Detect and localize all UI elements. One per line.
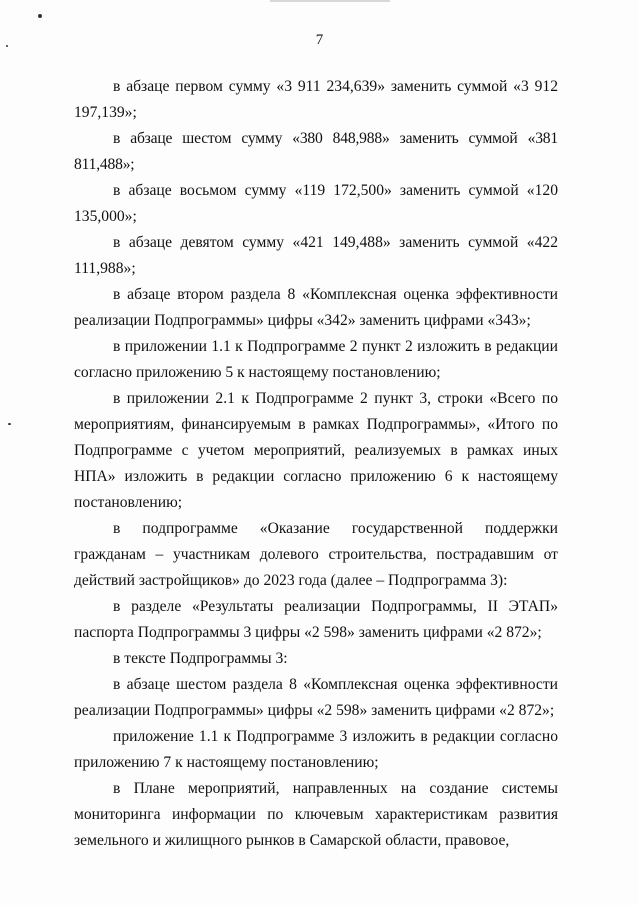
paragraph: в приложении 1.1 к Подпрограмме 2 пункт 2 изложить в редакции согласно приложению 5 к настоящему постановлению; (74, 338, 558, 381)
paragraph: в абзаце восьмом сумму «119 172,500» заменить суммой «120 135,000»; (74, 182, 558, 225)
document-body (74, 74, 558, 854)
paragraph: в Плане мероприятий, направленных на создание системы мониторинга информации по ключевым характеристикам развития земельного и жилищного рынков в Самарской области, правовое, (74, 780, 558, 849)
paragraph: в разделе «Результаты реализации Подпрограммы, II ЭТАП» паспорта Подпрограммы 3 цифры «2 598» заменить цифрами «2 872»; (74, 598, 558, 641)
paragraph: в приложении 2.1 к Подпрограмме 2 пункт 3, строки «Всего по мероприятиям, финансируемым в рамках Подпрограммы», «Итого по Подпрограмме с учетом мероприятий, реализуемых в рамках иных НПА» изложить в редакции согласно приложению 6 к настоящему постановлению; (74, 390, 558, 511)
page-number: 7 (315, 32, 324, 48)
scan-speck (38, 14, 42, 18)
paragraph: в тексте Подпрограммы 3: (113, 650, 288, 667)
paragraph: в абзаце шестом сумму «380 848,988» заменить суммой «381 811,488»; (74, 130, 558, 173)
paragraph: приложение 1.1 к Подпрограмме 3 изложить в редакции согласно приложению 7 к настоящему постановлению; (74, 728, 558, 771)
paragraph: в абзаце первом сумму «3 911 234,639» заменить суммой «3 912 197,139»; (74, 78, 558, 121)
paragraph: в подпрограмме «Оказание государственной поддержки гражданам – участникам долевого строительства, пострадавшим от действий застройщиков» до 2023 года (далее – Подпрограмма 3): (74, 520, 558, 589)
scan-edge-mark (270, 0, 390, 2)
scan-speck (8, 423, 11, 425)
paragraph: в абзаце шестом раздела 8 «Комплексная оценка эффективности реализации Подпрограммы» цифры «2 598» заменить цифрами «2 872»; (74, 676, 558, 719)
paragraph: в абзаце девятом сумму «421 149,488» заменить суммой «422 111,988»; (74, 234, 558, 277)
paragraph: в абзаце втором раздела 8 «Комплексная оценка эффективности реализации Подпрограммы» цифры «342» заменить цифрами «343»; (74, 286, 558, 329)
